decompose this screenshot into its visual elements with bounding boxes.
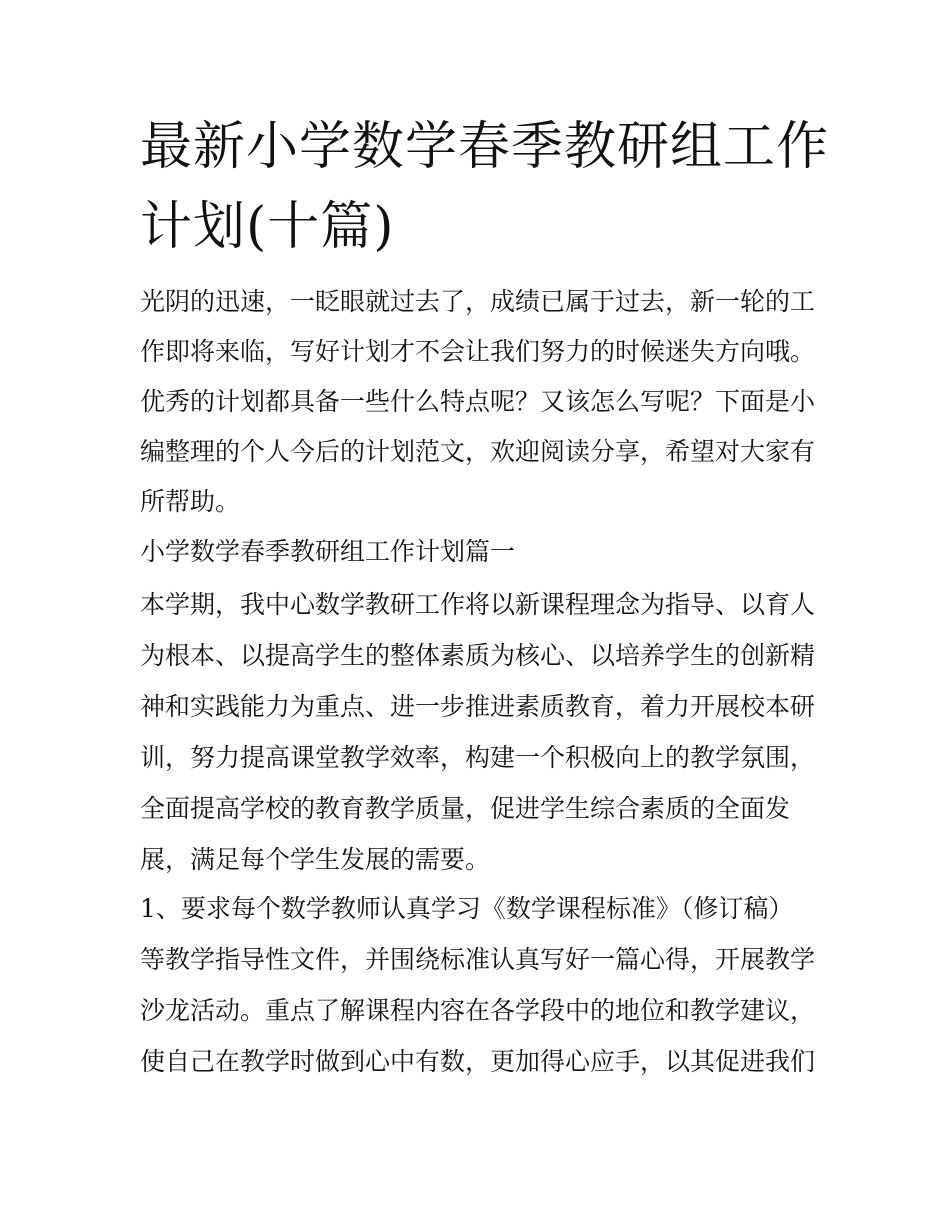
paragraph-line: 所帮助。 [140,487,241,516]
paragraph-line: 为根本、以提高学生的整体素质为核心、以培养学生的创新精 [140,641,816,670]
paragraph-line: 神和实践能力为重点、进一步推进素质教育，着力开展校本研 [140,692,816,721]
document-title-line-1: 最新小学数学春季教研组工作 [140,117,830,177]
section-heading: 小学数学春季教研组工作计划篇一 [140,537,516,566]
paragraph-line: 编整理的个人今后的计划范文，欢迎阅读分享，希望对大家有 [140,437,816,466]
list-item-line: 沙龙活动。重点了解课程内容在各学段中的地位和教学建议， [140,996,816,1025]
list-item-line: 等教学指导性文件，并围绕标准认真写好一篇心得，开展教学 [140,945,816,974]
paragraph-line: 全面提高学校的教育教学质量，促进学生综合素质的全面发 [140,794,791,823]
paragraph-line: 光阴的迅速，一眨眼就过去了，成绩已属于过去，新一轮的工 [140,287,816,316]
paragraph-line: 作即将来临，写好计划才不会让我们努力的时候迷失方向哦。 [140,337,816,366]
paragraph-line: 本学期，我中心数学教研工作将以新课程理念为指导、以育人 [140,590,816,619]
paragraph-line: 展，满足每个学生发展的需要。 [140,845,491,874]
document-title-line-2: 计划(十篇) [140,197,395,257]
paragraph-line: 优秀的计划都具备一些什么特点呢？又该怎么写呢？下面是小 [140,387,816,416]
list-item-line: 使自己在教学时做到心中有数，更加得心应手，以其促进我们 [140,1047,816,1076]
paragraph-line: 训，努力提高课堂教学效率，构建一个积极向上的教学氛围， [140,743,816,772]
list-item-line: 1、要求每个数学教师认真学习《数学课程标准》（修订稿） [140,894,794,923]
